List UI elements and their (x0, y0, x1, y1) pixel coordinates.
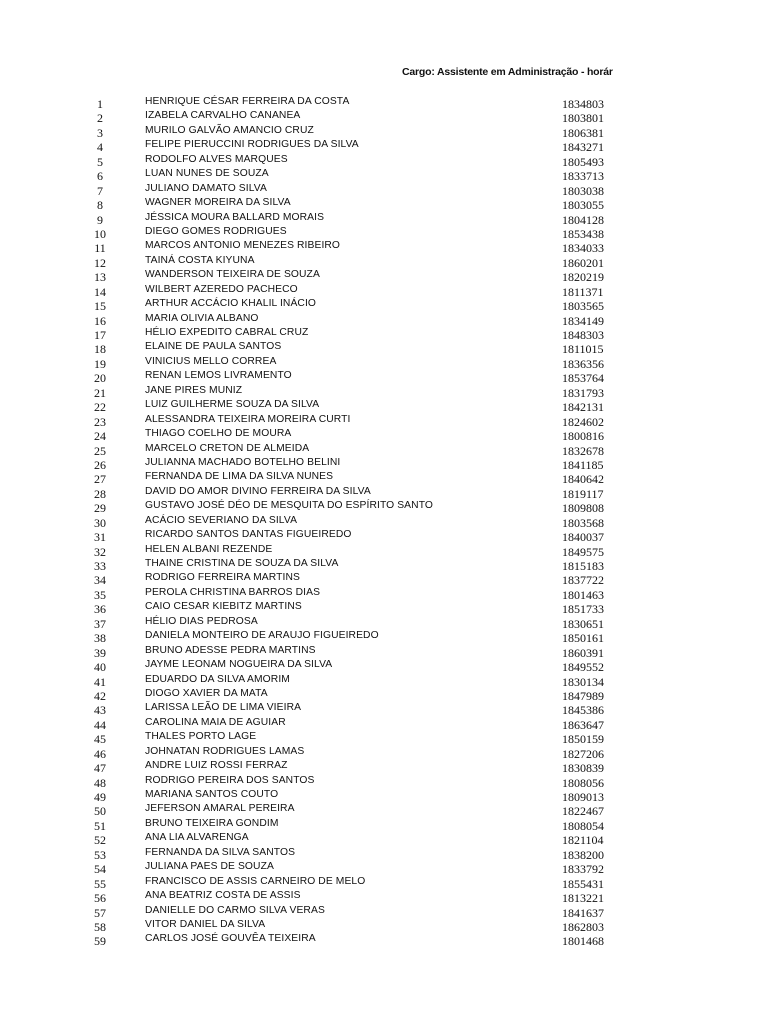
list-item (0, 731, 768, 745)
row-number: 12 (94, 255, 106, 270)
registration-code: 1849575 (562, 544, 604, 559)
registration-code: 1847989 (562, 688, 604, 703)
registration-code: 1863647 (562, 717, 604, 732)
row-number: 6 (97, 169, 103, 184)
row-number: 30 (94, 515, 106, 530)
list-item (0, 630, 768, 644)
candidate-name: WAGNER MOREIRA DA SILVA (145, 197, 291, 209)
candidate-name: RENAN LEMOS LIVRAMENTO (145, 370, 292, 382)
candidate-list (0, 96, 768, 948)
registration-code: 1806381 (562, 125, 604, 140)
candidate-name: ARTHUR ACCÁCIO KHALIL INÁCIO (145, 298, 317, 310)
registration-code: 1832678 (562, 443, 604, 458)
list-item (0, 674, 768, 688)
list-item (0, 919, 768, 933)
row-number: 47 (94, 761, 106, 776)
candidate-name: CARLOS JOSÉ GOUVÊA TEIXEIRA (145, 933, 316, 945)
candidate-name: LARISSA LEÃO DE LIMA VIEIRA (145, 702, 302, 714)
registration-code: 1830134 (562, 674, 604, 689)
candidate-name: MARCELO CRETON DE ALMEIDA (145, 442, 310, 454)
list-item (0, 428, 768, 442)
list-item (0, 760, 768, 774)
row-number: 39 (94, 645, 106, 660)
candidate-name: BRUNO TEIXEIRA GONDIM (145, 817, 279, 829)
row-number: 56 (94, 891, 106, 906)
registration-code: 1830651 (562, 616, 604, 631)
list-item (0, 471, 768, 485)
registration-code: 1824602 (562, 414, 604, 429)
row-number: 58 (94, 919, 106, 934)
list-item (0, 558, 768, 572)
registration-code: 1827206 (562, 746, 604, 761)
list-item (0, 587, 768, 601)
row-number: 15 (94, 299, 106, 314)
row-number: 25 (94, 443, 106, 458)
row-number: 21 (94, 385, 106, 400)
list-item (0, 645, 768, 659)
registration-code: 1800816 (562, 429, 604, 444)
candidate-name: FELIPE PIERUCCINI RODRIGUES DA SILVA (145, 139, 359, 151)
row-number: 41 (94, 674, 106, 689)
row-number: 44 (94, 717, 106, 732)
list-item (0, 572, 768, 586)
list-item (0, 284, 768, 298)
row-number: 10 (94, 226, 106, 241)
list-item (0, 356, 768, 370)
row-number: 20 (94, 371, 106, 386)
candidate-name: CAIO CESAR KIEBITZ MARTINS (145, 601, 302, 613)
list-item (0, 399, 768, 413)
registration-code: 1801463 (562, 587, 604, 602)
candidate-name: LUIZ GUILHERME SOUZA DA SILVA (145, 399, 320, 411)
list-item (0, 717, 768, 731)
candidate-name: ALESSANDRA TEIXEIRA MOREIRA CURTI (145, 413, 351, 425)
list-item (0, 298, 768, 312)
registration-code: 1804128 (562, 212, 604, 227)
row-number: 17 (94, 328, 106, 342)
candidate-name: JULIANNA MACHADO BOTELHO BELINI (145, 456, 341, 468)
row-number: 18 (94, 342, 106, 357)
list-item (0, 168, 768, 182)
candidate-name: DIOGO XAVIER DA MATA (145, 687, 268, 699)
registration-code: 1841185 (562, 457, 604, 472)
candidate-name: DAVID DO AMOR DIVINO FERREIRA DA SILVA (145, 485, 371, 497)
list-item (0, 688, 768, 702)
list-item (0, 486, 768, 500)
registration-code: 1815183 (562, 559, 604, 573)
candidate-name: VITOR DANIEL DA SILVA (145, 918, 266, 930)
row-number: 29 (94, 501, 106, 516)
list-item (0, 500, 768, 514)
list-item (0, 659, 768, 673)
list-item (0, 154, 768, 168)
list-item (0, 139, 768, 153)
registration-code: 1831793 (562, 385, 604, 400)
list-item (0, 96, 768, 110)
registration-code: 1803055 (562, 198, 604, 213)
registration-code: 1834803 (562, 97, 604, 111)
registration-code: 1841637 (562, 905, 604, 920)
registration-code: 1813221 (562, 891, 604, 906)
candidate-name: FERNANDA DA SILVA SANTOS (145, 846, 296, 858)
registration-code: 1808056 (562, 775, 604, 790)
row-number: 59 (94, 934, 106, 949)
list-item (0, 746, 768, 760)
registration-code: 1834149 (562, 313, 604, 328)
candidate-name: LUAN NUNES DE SOUZA (145, 168, 269, 180)
row-number: 36 (94, 602, 106, 617)
row-number: 40 (94, 660, 106, 675)
registration-code: 1803038 (562, 183, 604, 198)
row-number: 52 (94, 833, 106, 848)
candidate-name: THAINE CRISTINA DE SOUZA DA SILVA (145, 558, 339, 569)
row-number: 42 (94, 688, 106, 703)
row-number: 34 (94, 573, 106, 588)
registration-code: 1803801 (562, 111, 604, 126)
list-item (0, 327, 768, 341)
candidate-name: FRANCISCO DE ASSIS CARNEIRO DE MELO (145, 875, 366, 887)
registration-code: 1853764 (562, 371, 604, 386)
row-number: 24 (94, 429, 106, 444)
candidate-name: VINICIUS MELLO CORREA (145, 355, 277, 367)
row-number: 16 (94, 313, 106, 328)
registration-code: 1819117 (562, 486, 604, 501)
candidate-name: ACÁCIO SEVERIANO DA SILVA (145, 514, 298, 526)
cargo-header: Cargo: Assistente em Administração - horár (402, 66, 613, 78)
candidate-name: MARIANA SANTOS COUTO (145, 789, 279, 800)
row-number: 43 (94, 703, 106, 718)
candidate-name: HÉLIO EXPEDITO CABRAL CRUZ (145, 327, 309, 338)
candidate-name: RODOLFO ALVES MARQUES (145, 153, 288, 165)
row-number: 2 (97, 111, 103, 126)
row-number: 32 (94, 544, 106, 559)
registration-code: 1801468 (562, 934, 604, 949)
registration-code: 1830839 (562, 761, 604, 776)
candidate-name: WANDERSON TEIXEIRA DE SOUZA (145, 269, 320, 281)
list-item (0, 616, 768, 630)
candidate-name: ANA LIA ALVARENGA (145, 832, 249, 844)
candidate-name: RODRIGO FERREIRA MARTINS (145, 572, 300, 584)
registration-code: 1838200 (562, 847, 604, 862)
row-number: 9 (97, 212, 103, 227)
candidate-name: JULIANO DAMATO SILVA (145, 182, 267, 194)
row-number: 53 (94, 847, 106, 862)
registration-code: 1809808 (562, 501, 604, 516)
candidate-name: ANA BEATRIZ COSTA DE ASSIS (145, 890, 301, 902)
row-number: 37 (94, 616, 106, 631)
candidate-name: GUSTAVO JOSÉ DÉO DE MESQUITA DO ESPÍRITO SANTO (145, 500, 434, 512)
row-number: 31 (94, 530, 106, 545)
registration-code: 1840642 (562, 472, 604, 487)
list-item (0, 313, 768, 327)
registration-code: 1809013 (562, 790, 604, 804)
candidate-name: HENRIQUE CÉSAR FERREIRA DA COSTA (145, 96, 350, 107)
candidate-name: CAROLINA MAIA DE AGUIAR (145, 716, 286, 728)
list-item (0, 212, 768, 226)
row-number: 19 (94, 356, 106, 371)
registration-code: 1837722 (562, 573, 604, 588)
candidate-name: JEFERSON AMARAL PEREIRA (145, 803, 295, 815)
candidate-name: DANIELA MONTEIRO DE ARAUJO FIGUEIREDO (145, 630, 379, 642)
candidate-name: JANE PIRES MUNIZ (145, 384, 243, 396)
registration-code: 1850161 (562, 631, 604, 646)
candidate-name: ELAINE DE PAULA SANTOS (145, 341, 282, 353)
row-number: 46 (94, 746, 106, 761)
list-item (0, 933, 768, 947)
list-item (0, 890, 768, 904)
row-number: 35 (94, 587, 106, 602)
row-number: 51 (94, 818, 106, 833)
candidate-name: JAYME LEONAM NOGUEIRA DA SILVA (145, 659, 333, 671)
registration-code: 1850159 (562, 732, 604, 747)
registration-code: 1805493 (562, 154, 604, 169)
list-item (0, 515, 768, 529)
row-number: 14 (94, 284, 106, 299)
candidate-name: EDUARDO DA SILVA AMORIM (145, 673, 290, 685)
registration-code: 1845386 (562, 703, 604, 718)
candidate-name: WILBERT AZEREDO PACHECO (145, 283, 298, 295)
list-item (0, 125, 768, 139)
registration-code: 1862803 (562, 919, 604, 934)
row-number: 13 (94, 270, 106, 285)
list-item (0, 269, 768, 283)
row-number: 50 (94, 804, 106, 819)
registration-code: 1803568 (562, 515, 604, 530)
registration-code: 1821104 (562, 833, 604, 848)
candidate-name: JÉSSICA MOURA BALLARD MORAIS (145, 211, 325, 223)
row-number: 1 (97, 97, 103, 111)
candidate-name: HELEN ALBANI REZENDE (145, 543, 273, 555)
registration-code: 1849552 (562, 660, 604, 675)
candidate-name: ANDRE LUIZ ROSSI FERRAZ (145, 760, 288, 772)
registration-code: 1848303 (562, 328, 604, 342)
list-item (0, 861, 768, 875)
registration-code: 1860391 (562, 645, 604, 660)
registration-code: 1811371 (562, 284, 604, 299)
row-number: 49 (94, 790, 106, 804)
registration-code: 1833792 (562, 862, 604, 877)
list-item (0, 601, 768, 615)
list-item (0, 789, 768, 803)
candidate-name: BRUNO ADESSE PEDRA MARTINS (145, 644, 316, 656)
registration-code: 1834033 (562, 241, 604, 256)
registration-code: 1842131 (562, 400, 604, 415)
list-item (0, 702, 768, 716)
registration-code: 1820219 (562, 270, 604, 285)
candidate-name: IZABELA CARVALHO CANANEA (145, 110, 301, 122)
candidate-name: RODRIGO PEREIRA DOS SANTOS (145, 774, 315, 786)
list-item (0, 832, 768, 846)
row-number: 11 (94, 241, 106, 256)
candidate-name: MURILO GALVÃO AMANCIO CRUZ (145, 124, 314, 136)
candidate-name: MARCOS ANTONIO MENEZES RIBEIRO (145, 240, 341, 252)
registration-code: 1811015 (562, 342, 604, 357)
list-item (0, 818, 768, 832)
row-number: 27 (94, 472, 106, 487)
row-number: 55 (94, 876, 106, 891)
candidate-name: TAINÁ COSTA KIYUNA (145, 254, 255, 266)
registration-code: 1851733 (562, 602, 604, 617)
list-item (0, 110, 768, 124)
list-item (0, 443, 768, 457)
candidate-name: JOHNATAN RODRIGUES LAMAS (145, 745, 305, 757)
registration-code: 1822467 (562, 804, 604, 819)
list-item (0, 341, 768, 355)
candidate-name: THIAGO COELHO DE MOURA (145, 428, 292, 440)
row-number: 54 (94, 862, 106, 877)
row-number: 28 (94, 486, 106, 501)
list-item (0, 414, 768, 428)
list-item (0, 385, 768, 399)
list-item (0, 775, 768, 789)
row-number: 7 (97, 183, 103, 198)
registration-code: 1860201 (562, 255, 604, 270)
registration-code: 1836356 (562, 356, 604, 371)
row-number: 23 (94, 414, 106, 429)
list-item (0, 197, 768, 211)
registration-code: 1843271 (562, 140, 604, 155)
registration-code: 1853438 (562, 226, 604, 241)
registration-code: 1840037 (562, 530, 604, 545)
candidate-name: JULIANA PAES DE SOUZA (145, 861, 274, 873)
candidate-name: HÉLIO DIAS PEDROSA (145, 615, 258, 627)
list-item (0, 905, 768, 919)
row-number: 48 (94, 775, 106, 790)
list-item (0, 876, 768, 890)
row-number: 45 (94, 732, 106, 747)
candidate-name: MARIA OLIVIA ALBANO (145, 312, 259, 324)
list-item (0, 226, 768, 240)
row-number: 3 (97, 125, 103, 140)
candidate-name: THALES PORTO LAGE (145, 731, 257, 743)
candidate-name: DIEGO GOMES RODRIGUES (145, 225, 287, 237)
registration-code: 1808054 (562, 818, 604, 833)
list-item (0, 183, 768, 197)
row-number: 26 (94, 457, 106, 472)
list-item (0, 847, 768, 861)
row-number: 22 (94, 400, 106, 415)
registration-code: 1803565 (562, 299, 604, 314)
row-number: 33 (94, 559, 106, 573)
candidate-name: RICARDO SANTOS DANTAS FIGUEIREDO (145, 529, 352, 541)
candidate-name: DANIELLE DO CARMO SILVA VERAS (145, 904, 325, 916)
row-number: 8 (97, 198, 103, 213)
row-number: 5 (97, 154, 103, 169)
list-item (0, 457, 768, 471)
candidate-name: PEROLA CHRISTINA BARROS DIAS (145, 586, 321, 598)
registration-code: 1855431 (562, 876, 604, 891)
list-item (0, 544, 768, 558)
row-number: 57 (94, 905, 106, 920)
list-item (0, 529, 768, 543)
list-item (0, 240, 768, 254)
row-number: 4 (97, 140, 103, 155)
registration-code: 1833713 (562, 169, 604, 184)
row-number: 38 (94, 631, 106, 646)
candidate-name: FERNANDA DE LIMA DA SILVA NUNES (145, 471, 334, 483)
list-item (0, 370, 768, 384)
list-item (0, 255, 768, 269)
list-item (0, 803, 768, 817)
